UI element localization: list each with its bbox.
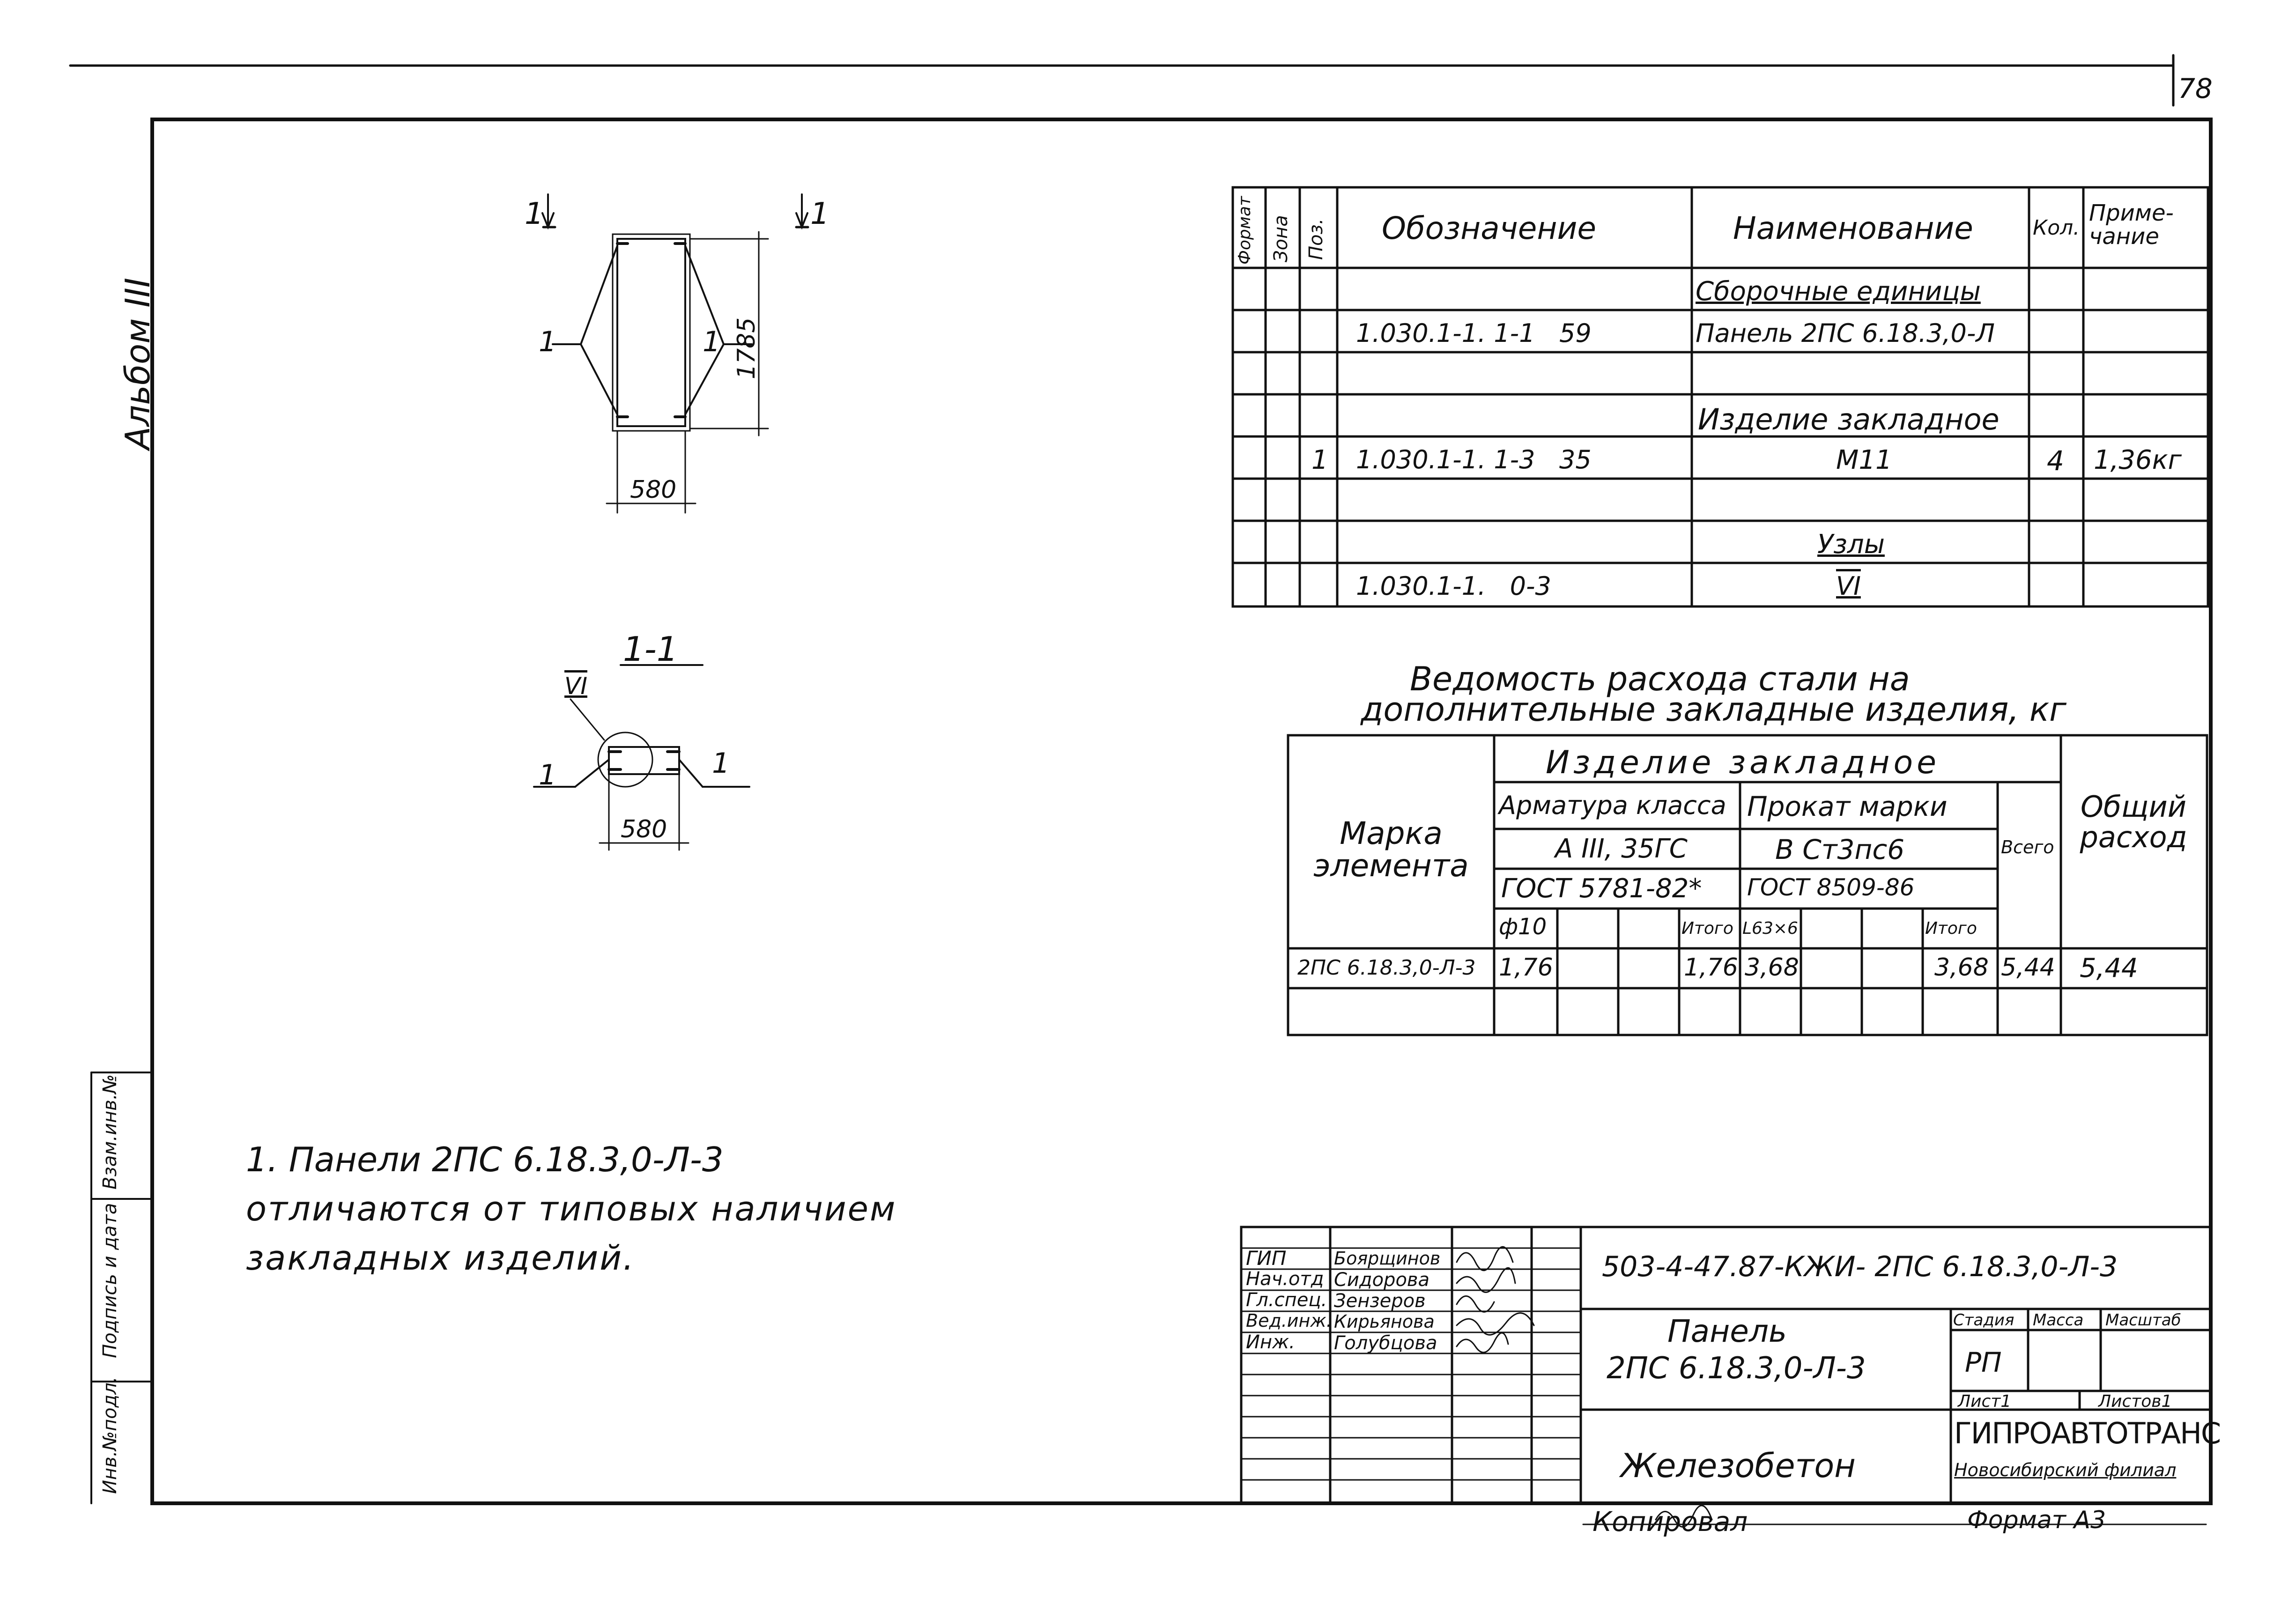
steel-row-phi: 1,76 [1499, 954, 1553, 982]
steel-rolled-gost: ГОСТ 8509-86 [1747, 874, 1915, 901]
spec-row-0-name: Сборочные единицы [1696, 276, 1981, 307]
spec-header-designation: Обозначение [1382, 210, 1596, 246]
stage-label: Стадия [1953, 1311, 2015, 1330]
spec-row-4-pos: 1 [1311, 445, 1328, 475]
page-number: 78 [2178, 73, 2213, 104]
spec-header-pos: Поз. [1305, 218, 1327, 260]
section-title: 1-1 [623, 629, 678, 669]
staff-name-3: Кирьянова [1334, 1311, 1435, 1332]
staff-name-1: Сидорова [1334, 1269, 1430, 1291]
leader-label-right: 1 [703, 325, 721, 358]
spec-row-6-name: Узлы [1817, 529, 1885, 560]
steel-rebar-gost: ГОСТ 5781-82* [1501, 873, 1702, 904]
product-name-line-2: 2ПС 6.18.3,0-Л-3 [1607, 1351, 1866, 1386]
steel-row-subtotal-1: 1,76 [1684, 954, 1738, 982]
section-leader-left: 1 [539, 759, 557, 791]
spec-header-name: Наименование [1733, 210, 1973, 246]
product-name-line-1: Панель [1667, 1313, 1787, 1349]
steel-rolled-grade: В Ст3пс6 [1775, 834, 1905, 865]
spec-header-qty: Кол. [2033, 216, 2080, 240]
spec-row-4-name: М11 [1836, 445, 1892, 475]
spec-table-grid [1233, 187, 2208, 606]
steel-group-header: Изделие закладное [1546, 744, 1940, 781]
steel-rebar-header: Арматура класса [1499, 791, 1726, 820]
cut-mark-right: 1 [810, 197, 830, 231]
spec-row-4-qty: 4 [2047, 445, 2064, 477]
staff-name-2: Зензеров [1334, 1290, 1426, 1312]
stage-value: РП [1965, 1346, 2002, 1378]
steel-row-overall: 5,44 [2080, 953, 2138, 983]
steel-col-phi: ф10 [1499, 914, 1547, 940]
spec-row-4-note: 1,36кг [2094, 445, 2182, 475]
steel-rebar-class: А III, 35ГС [1555, 834, 1688, 864]
staff-role-3: Вед.инж. [1246, 1310, 1332, 1331]
spec-row-4-designation: 1.030.1-1. 1-3 35 [1356, 445, 1592, 474]
note-line-1: 1. Панели 2ПС 6.18.3,0-Л-3 [246, 1140, 724, 1179]
document-code: 503-4-47.87-КЖИ- 2ПС 6.18.3,0-Л-3 [1602, 1250, 2118, 1283]
steel-total-header: Всего [2001, 837, 2054, 857]
leader-label-left: 1 [539, 325, 557, 358]
staff-role-4: Инж. [1246, 1331, 1295, 1353]
cut-mark-left: 1 [525, 197, 544, 231]
panel-plan-view [542, 194, 808, 513]
copied-by-label: Копировал [1592, 1506, 1748, 1537]
steel-table-title-2: дополнительные закладные изделия, кг [1361, 690, 2066, 729]
spec-row-7-designation: 1.030.1-1. 0-3 [1356, 571, 1551, 601]
side-stamp-signature-date: Подпись и дата [99, 1203, 121, 1358]
staff-role-1: Нач.отд [1246, 1268, 1324, 1290]
staff-role-2: Гл.спец. [1246, 1289, 1327, 1311]
steel-row-subtotal-2: 3,68 [1934, 954, 1989, 982]
section-width-dimension: 580 [621, 815, 667, 843]
staff-name-0: Боярщинов [1334, 1248, 1441, 1269]
node-mark: VI [564, 673, 587, 700]
scale-label: Масштаб [2105, 1311, 2181, 1330]
steel-col-subtotal-2: Итого [1925, 919, 1977, 938]
format-label: Формат А3 [1967, 1506, 2106, 1534]
spec-row-3-name: Изделие закладное [1698, 402, 2000, 436]
spec-header-note: Приме- чание [2089, 200, 2174, 250]
note-line-2: отличаются от типовых наличием [246, 1189, 897, 1228]
staff-name-4: Голубцова [1334, 1332, 1437, 1354]
steel-overall-header: Общий расход [2080, 790, 2187, 855]
staff-role-0: ГИП [1246, 1247, 1287, 1270]
width-dimension: 580 [630, 476, 677, 504]
height-dimension: 1785 [733, 317, 761, 379]
note-line-3: закладных изделий. [246, 1238, 635, 1278]
spec-row-1-name: Панель 2ПС 6.18.3,0-Л [1696, 318, 1995, 348]
spec-header-format: Формат [1235, 196, 1254, 265]
steel-col-subtotal-1: Итого [1681, 919, 1733, 938]
album-label: Альбом III [118, 277, 157, 450]
spec-row-1-designation: 1.030.1-1. 1-1 59 [1356, 318, 1592, 348]
branch: Новосибирский филиал [1954, 1460, 2177, 1480]
material: Железобетон [1621, 1447, 1856, 1485]
steel-table-title-1: Ведомость расхода стали на [1410, 660, 1910, 698]
section-leader-right: 1 [712, 747, 730, 780]
mass-label: Масса [2033, 1311, 2084, 1330]
side-stamp-inv-orig: Инв.№подл. [99, 1376, 121, 1494]
steel-col-angle: L63×6 [1742, 919, 1798, 938]
spec-header-zone: Зона [1270, 215, 1292, 262]
steel-rolled-header: Прокат марки [1747, 791, 1948, 822]
steel-row-total: 5,44 [2001, 954, 2055, 982]
sheet-count: Листов1 [2098, 1392, 2172, 1411]
organization: ГИПРОАВТОТРАНС [1954, 1416, 2221, 1450]
steel-mark-header: Марка элемента [1313, 815, 1469, 884]
spec-row-7-name: VI [1836, 571, 1861, 601]
steel-row-mark: 2ПС 6.18.3,0-Л-3 [1297, 956, 1476, 980]
sheet-number: Лист1 [1958, 1392, 2012, 1411]
steel-row-angle: 3,68 [1745, 954, 1799, 982]
side-stamp-replace-inv: Взам.инв.№ [99, 1074, 121, 1190]
